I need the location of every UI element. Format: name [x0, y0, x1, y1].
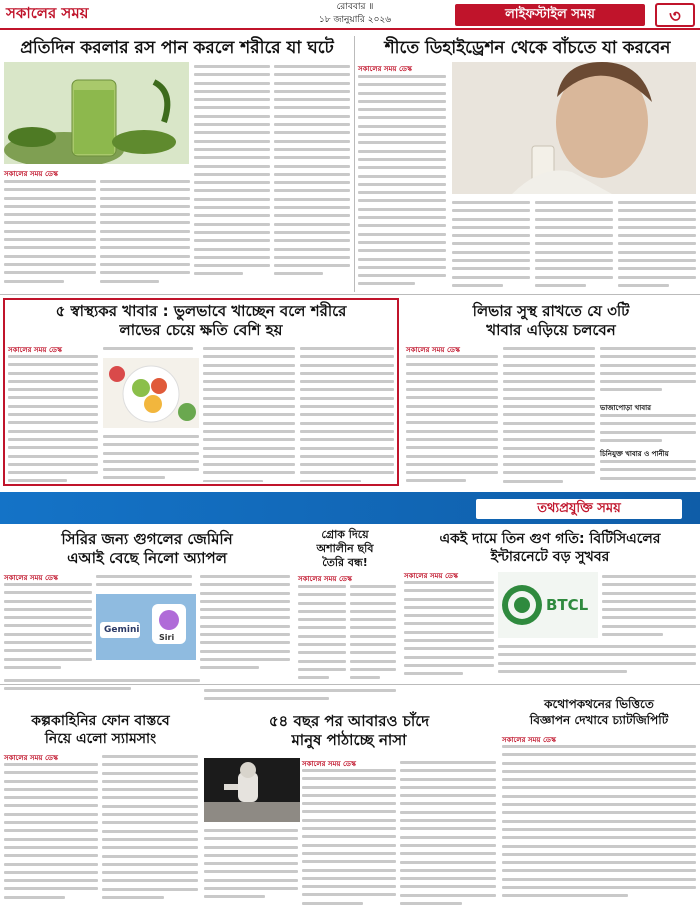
section-divider: [0, 294, 700, 295]
chatgpt-body: [502, 742, 696, 906]
masthead: সকালের সময়: [6, 4, 89, 22]
siri-body-col3: [200, 572, 290, 672]
byline-samsung: সকালের সময় ডেস্ক: [4, 754, 58, 762]
grok-body-col2: [350, 582, 396, 680]
date-block: [300, 1, 410, 27]
headline-btcl-2: ইন্টারনেটে বড় সুখবর: [490, 549, 610, 565]
samsung-body-col1: [4, 760, 98, 906]
siri-body-continued: [4, 676, 200, 700]
byline-dehydration: সকালের সময় ডেস্ক: [358, 65, 412, 73]
healthy-food-image: [103, 358, 199, 428]
byline-nasa: সকালের সময় ডেস্ক: [302, 760, 356, 768]
gemini-logo-text: Gemini: [104, 625, 140, 635]
healthy-food-body-col4: [300, 344, 394, 482]
liver-body-col3-bottom: [600, 457, 696, 487]
liver-subhead-fried: ভাজাপোড়া খাবার: [600, 404, 652, 412]
btcl-body-wide: [498, 642, 696, 680]
headline-liver-2: খাবার এড়িয়ে চলবেন: [486, 321, 616, 339]
headline-grok-2: অশালীন ছবি: [316, 542, 374, 555]
gemini-siri-image: [96, 594, 196, 660]
headline-btcl-1: একই দামে তিন গুণ গতি: বিটিসিএলের: [439, 531, 661, 547]
btcl-body-col3-top: [602, 572, 696, 638]
headline-grok-3: তৈরি বন্ধ!: [322, 556, 368, 569]
byline-grok: সকালের সময় ডেস্ক: [298, 575, 352, 583]
liver-body-col1: [406, 352, 498, 486]
btcl-body-col1: [404, 578, 494, 680]
headline-chatgpt-1: কথোপকথনের ভিত্তিতে: [544, 697, 654, 711]
woman-drinking-image: [452, 62, 696, 194]
liver-body-col3-mid: [600, 411, 696, 447]
column-divider: [354, 36, 355, 292]
healthy-food-body-col2: [103, 432, 199, 482]
headline-grok-1: গ্রোক দিয়ে: [321, 528, 369, 541]
healthy-food-body-col2-top: [103, 344, 193, 358]
headline-karela: প্রতিদিন করলার রস পান করলে শরীরে যা ঘটে: [20, 38, 334, 58]
siri-body-col1: [4, 580, 92, 672]
page-number: ৩: [655, 3, 695, 27]
btcl-logo-image: [498, 572, 598, 638]
byline-healthy-food: সকালের সময় ডেস্ক: [8, 346, 62, 354]
headline-siri-2: এআই বেছে নিলো অ্যাপল: [67, 549, 227, 567]
siri-body-col2-top: [96, 572, 192, 594]
headline-chatgpt-2: বিজ্ঞাপন দেখাবে চ্যাটজিপিটি: [529, 713, 669, 727]
section-tag-lifestyle: লাইফস্টাইল সময়: [455, 4, 645, 26]
healthy-food-body-col1: [8, 352, 98, 482]
siri-logo-text: Siri: [159, 633, 175, 642]
karela-body-col2: [100, 177, 190, 287]
dehydration-body-col3: [535, 198, 613, 288]
karela-body-col1: [4, 177, 96, 287]
dehydration-body-col1: [358, 72, 446, 287]
headline-healthy-food-2: লাভের চেয়ে ক্ষতি বেশি হয়: [119, 321, 283, 339]
astronaut-moon-image: [204, 758, 300, 822]
karela-juice-image: [4, 62, 189, 164]
liver-body-col2: [503, 344, 595, 486]
byline-btcl: সকালের সময় ডেস্ক: [404, 572, 458, 580]
byline-chatgpt: সকালের সময় ডেস্ক: [502, 736, 556, 744]
headline-healthy-food-1: ৫ স্বাস্থ্যকর খাবার : ভুলভাবে খাচ্ছেন বলে শরীরে: [55, 302, 347, 320]
byline-siri: সকালের সময় ডেস্ক: [4, 574, 58, 582]
liver-body-col3-top: [600, 344, 696, 400]
headline-samsung-2: নিয়ে এলো স্যামসাং: [44, 731, 157, 747]
page-header: [0, 0, 700, 30]
headline-siri-1: সিরির জন্য গুগলের জেমিনি: [61, 530, 233, 548]
btcl-logo-text: BTCL: [546, 596, 589, 614]
section-tag-tech: তথ্যপ্রযুক্তি সময়: [476, 499, 682, 519]
grok-body-col1: [298, 582, 346, 680]
headline-liver-1: লিভার সুস্থ রাখতে যে ৩টি: [472, 302, 630, 320]
byline-karela: সকালের সময় ডেস্ক: [4, 170, 58, 178]
liver-subhead-sugar: চিনিযুক্ত খাবার ও পানীয়: [600, 450, 669, 458]
nasa-body-col2: [302, 766, 396, 906]
byline-liver: সকালের সময় ডেস্ক: [406, 346, 460, 354]
karela-body-col4: [274, 62, 350, 287]
nasa-body-col1: [204, 826, 298, 906]
samsung-body-col2: [102, 752, 198, 906]
grok-body-continued: [204, 686, 396, 708]
healthy-food-body-col3: [203, 344, 295, 482]
headline-nasa-2: মানুষ পাঠাচ্ছে নাসা: [291, 731, 407, 749]
date-label: ১৮ জানুয়ারি ২০২৬: [318, 15, 392, 25]
karela-body-col3: [194, 62, 270, 287]
dehydration-body-col2: [452, 198, 530, 288]
day-label: রোববার ॥: [336, 2, 374, 12]
headline-nasa-1: ৫৪ বছর পর আবারও চাঁদে: [268, 712, 430, 730]
dehydration-body-col4: [618, 198, 696, 288]
nasa-body-col3: [400, 758, 496, 906]
headline-dehydration: শীতে ডিহাইড্রেশন থেকে বাঁচতে যা করবেন: [384, 38, 671, 58]
headline-samsung-1: কল্পকাহিনির ফোন বাস্তবে: [31, 713, 170, 729]
